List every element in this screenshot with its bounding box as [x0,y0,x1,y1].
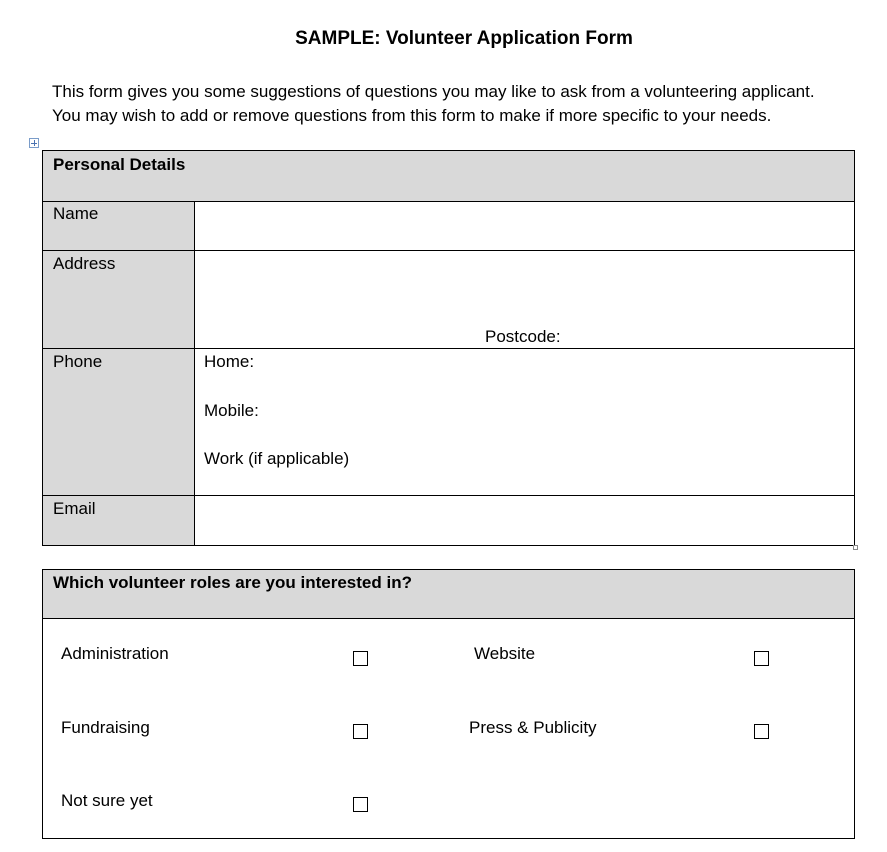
roles-header: Which volunteer roles are you interested in? [53,573,412,592]
email-field[interactable] [195,496,854,545]
role-website-label: Website [474,644,536,663]
role-website-checkbox[interactable] [754,651,769,666]
role-administration-checkbox[interactable] [353,651,368,666]
intro-line-2: You may wish to add or remove questions from this form to make if more specific to your needs. [52,106,772,125]
home-phone-label: Home: [204,352,255,371]
email-label: Email [53,499,96,518]
phone-field[interactable] [195,349,854,495]
role-fundraising-checkbox[interactable] [353,724,368,739]
name-field[interactable] [195,202,854,250]
personal-details-table [42,150,855,546]
name-label: Name [53,204,99,223]
address-label: Address [53,254,116,273]
page-title: SAMPLE: Volunteer Application Form [295,28,633,49]
role-press-publicity-label: Press & Publicity [469,718,597,737]
role-not-sure-label: Not sure yet [61,791,153,810]
role-press-publicity-checkbox[interactable] [754,724,769,739]
intro-text [52,80,815,128]
role-fundraising-label: Fundraising [61,718,150,737]
roles-table [42,569,855,839]
intro-line-1: This form gives you some suggestions of questions you may like to ask from a volunteering applicant. [52,82,815,101]
role-administration-label: Administration [61,644,169,663]
label-column [43,201,194,545]
mobile-phone-label: Mobile: [204,401,259,420]
work-phone-label: Work (if applicable) [204,449,350,468]
resize-handle-icon[interactable] [853,545,858,550]
postcode-label: Postcode: [485,327,561,346]
personal-details-header: Personal Details [53,155,186,174]
phone-label: Phone [53,352,103,371]
role-not-sure-checkbox[interactable] [353,797,368,812]
move-handle-icon[interactable] [29,138,39,148]
